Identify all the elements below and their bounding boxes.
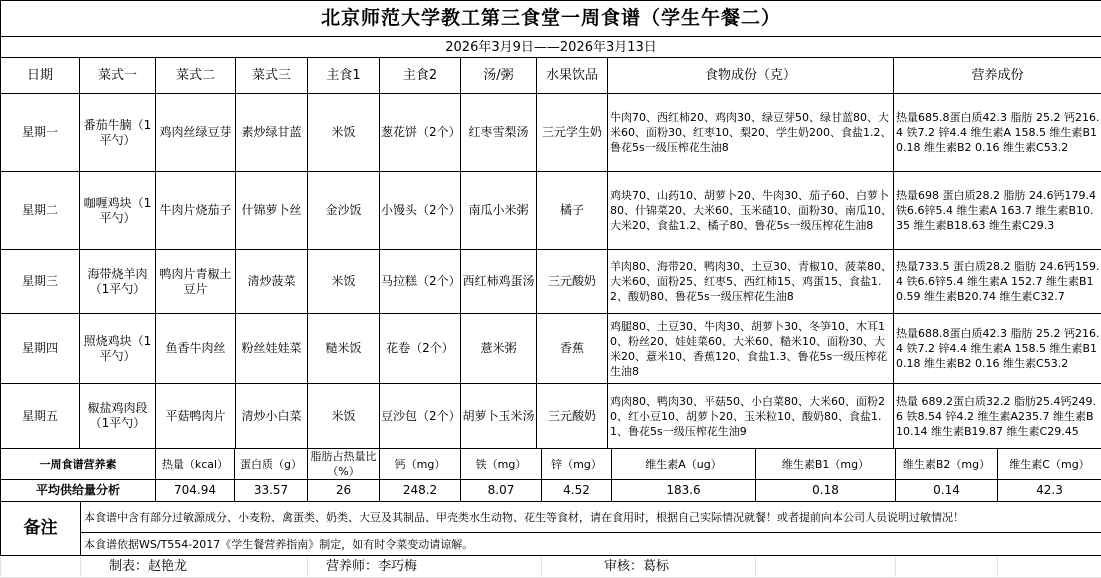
summary-label: 一周食谱营养素	[1, 449, 156, 480]
col-header: 汤/粥	[461, 58, 537, 94]
cell-dish2: 鸭肉片青椒土豆片	[156, 250, 236, 314]
standard-note: 本食谱依据WS/T554-2017《学生餐营养指南》制定，如有时令菜变动请谅解。	[81, 533, 1101, 556]
cell-soup: 薏米粥	[461, 314, 537, 384]
nutrient-value: 704.94	[156, 480, 235, 502]
cell-day: 星期三	[1, 250, 80, 314]
cell-dish2: 鸡肉丝绿豆芽	[156, 94, 236, 172]
nutrient-header: 锌（mg）	[542, 449, 612, 480]
col-header: 食物成份（克）	[608, 58, 894, 94]
cell-soup: 胡萝卜玉米汤	[461, 384, 537, 449]
maker-signature: 制表：赵艳龙	[81, 556, 308, 578]
nutrient-value: 8.07	[461, 480, 542, 502]
empty-cell	[1, 556, 81, 578]
day-row	[1, 314, 1101, 384]
col-header: 水果饮品	[537, 58, 608, 94]
col-header: 菜式一	[80, 58, 156, 94]
reviewer-signature: 审核：葛标	[542, 556, 756, 578]
nutrient-header: 脂肪占热量比（%）	[308, 449, 380, 480]
remarks-label: 备注	[1, 502, 81, 556]
cell-staple1: 米饭	[308, 250, 380, 314]
empty-cell	[756, 556, 896, 578]
nutrient-header: 铁（mg）	[461, 449, 542, 480]
cell-soup: 西红柿鸡蛋汤	[461, 250, 537, 314]
col-header: 菜式三	[236, 58, 308, 94]
cell-fruit: 香蕉	[537, 314, 608, 384]
nutrient-value: 33.57	[235, 480, 308, 502]
nutrient-header: 维生素C（mg）	[998, 449, 1101, 480]
day-row	[1, 250, 1101, 314]
average-label: 平均供给量分析	[1, 480, 156, 502]
cell-fruit: 橘子	[537, 172, 608, 250]
nutrient-value: 4.52	[542, 480, 612, 502]
cell-dish1: 海带烧羊肉（1平勺）	[80, 250, 156, 314]
nutrient-value: 0.18	[756, 480, 896, 502]
cell-fruit: 三元酸奶	[537, 384, 608, 449]
cell-ingredients: 鸡肉80、鸭肉30、平菇50、小白菜80、大米60、面粉20、红小豆10、胡萝卜20、玉米粒10、酸奶80、食盐1.1、鲁花5s一级压榨花生油9	[608, 384, 894, 449]
day-row	[1, 172, 1101, 250]
cell-ingredients: 鸡块70、山药10、胡萝卜20、牛肉30、茄子60、白萝卜80、什锦菜20、大米60、玉米碴10、面粉30、南瓜10、大米20、食盐1.2、橘子80、鲁花5s一级压榨花生油8	[608, 172, 894, 250]
col-header: 主食2	[380, 58, 461, 94]
cell-dish1: 咖喱鸡块（1平勺）	[80, 172, 156, 250]
nutrient-header: 蛋白质（g）	[235, 449, 308, 480]
allergen-note: 本食谱中含有部分过敏源成分、小麦粉、禽蛋类、奶类、大豆及其制品、甲壳类水生动物、花生等食材，请在食用时，根据自己实际情况就餐！或者提前向本公司人员说明过敏情况！	[81, 502, 1101, 533]
cell-nutrition: 热量 689.2蛋白质32.2 脂肪25.4钙249.6 铁8.54 锌4.2 维生素A235.7 维生素B10.14 维生素B19.87 维生素C29.45	[894, 384, 1101, 449]
nutrient-header: 维生素A（ug）	[612, 449, 756, 480]
cell-staple1: 糙米饭	[308, 314, 380, 384]
cell-dish2: 鱼香牛肉丝	[156, 314, 236, 384]
nutrient-value: 26	[308, 480, 380, 502]
cell-fruit: 三元学生奶	[537, 94, 608, 172]
nutrient-value: 183.6	[612, 480, 756, 502]
col-header: 营养成份	[894, 58, 1101, 94]
cell-staple2: 小馒头（2个）	[380, 172, 461, 250]
empty-cell	[998, 556, 1101, 578]
header-row	[1, 58, 1101, 94]
cell-dish1: 照烧鸡块（1平勺）	[80, 314, 156, 384]
date-range: 2026年3月9日——2026年3月13日	[1, 37, 1101, 58]
nutrient-value: 0.14	[896, 480, 998, 502]
day-row	[1, 384, 1101, 449]
cell-nutrition: 热量688.8蛋白质42.3 脂肪 25.2 钙216.4 铁7.2 锌4.4 维生素A 158.5 维生素B1 0.18 维生素B2 0.16 维生素C53.2	[894, 314, 1101, 384]
cell-nutrition: 热量698 蛋白质28.2 脂肪 24.6钙179.4 铁6.6锌5.4 维生素A 163.7 维生素B10.35 维生素B18.63 维生素C29.3	[894, 172, 1101, 250]
cell-nutrition: 热量733.5 蛋白质28.2 脂肪 24.6钙159.4 铁6.6锌5.4 维生素A 152.7 维生素B10.59 维生素B20.74 维生素C32.7	[894, 250, 1101, 314]
cell-dish1: 番茄牛腩（1平勺）	[80, 94, 156, 172]
cell-day: 星期二	[1, 172, 80, 250]
cell-staple1: 米饭	[308, 94, 380, 172]
cell-dish3: 清炒菠菜	[236, 250, 308, 314]
cell-ingredients: 羊肉80、海带20、鸭肉30、土豆30、青椒10、菠菜80、大米60、面粉25、红枣5、西红柿15、鸡蛋15、食盐1.2、酸奶80、鲁花5s一级压榨花生油8	[608, 250, 894, 314]
cell-dish3: 清炒小白菜	[236, 384, 308, 449]
cell-soup: 红枣雪梨汤	[461, 94, 537, 172]
cell-soup: 南瓜小米粥	[461, 172, 537, 250]
day-row	[1, 94, 1101, 172]
nutrient-value: 42.3	[998, 480, 1101, 502]
cell-dish3: 什锦萝卜丝	[236, 172, 308, 250]
nutrient-header: 维生素B2（mg）	[896, 449, 998, 480]
cell-nutrition: 热量685.8蛋白质42.3 脂肪 25.2 钙216.4 铁7.2 锌4.4 维生素A 158.5 维生素B1 0.18 维生素B2 0.16 维生素C53.2	[894, 94, 1101, 172]
cell-staple2: 马拉糕（2个）	[380, 250, 461, 314]
empty-cell	[896, 556, 998, 578]
cell-dish2: 平菇鸭肉片	[156, 384, 236, 449]
cell-dish2: 牛肉片烧茄子	[156, 172, 236, 250]
col-header: 主食1	[308, 58, 380, 94]
cell-dish1: 椒盐鸡肉段（1平勺）	[80, 384, 156, 449]
cell-ingredients: 鸡腿80、土豆30、牛肉30、胡萝卜30、冬笋10、木耳10、粉丝20、娃娃菜60、大米60、糙米10、面粉30、大米20、薏米10、香蕉120、食盐1.3、鲁花5s一级压榨花生油8	[608, 314, 894, 384]
page-title: 北京师范大学教工第三食堂一周食谱（学生午餐二）	[1, 1, 1101, 37]
nutrient-header: 维生素B1（mg）	[756, 449, 896, 480]
cell-staple2: 花卷（2个）	[380, 314, 461, 384]
cell-day: 星期四	[1, 314, 80, 384]
nutrient-header: 热量（kcal）	[156, 449, 235, 480]
cell-fruit: 三元酸奶	[537, 250, 608, 314]
nutrient-header: 钙（mg）	[380, 449, 461, 480]
cell-ingredients: 牛肉70、西红柿20、鸡肉30、绿豆芽50、绿甘蓝80、大米60、面粉30、红枣10、梨20、学生奶200、食盐1.2、鲁花5s一级压榨花生油8	[608, 94, 894, 172]
summary-table	[0, 448, 1101, 578]
cell-dish3: 粉丝娃娃菜	[236, 314, 308, 384]
cell-dish3: 素炒绿甘蓝	[236, 94, 308, 172]
cell-staple1: 金沙饭	[308, 172, 380, 250]
cell-staple2: 葱花饼（2个）	[380, 94, 461, 172]
nutritionist-signature: 营养师：李巧梅	[308, 556, 542, 578]
cell-day: 星期一	[1, 94, 80, 172]
cell-day: 星期五	[1, 384, 80, 449]
nutrient-value: 248.2	[380, 480, 461, 502]
col-header: 菜式二	[156, 58, 236, 94]
col-header: 日期	[1, 58, 80, 94]
cell-staple1: 米饭	[308, 384, 380, 449]
cell-staple2: 豆沙包（2个）	[380, 384, 461, 449]
